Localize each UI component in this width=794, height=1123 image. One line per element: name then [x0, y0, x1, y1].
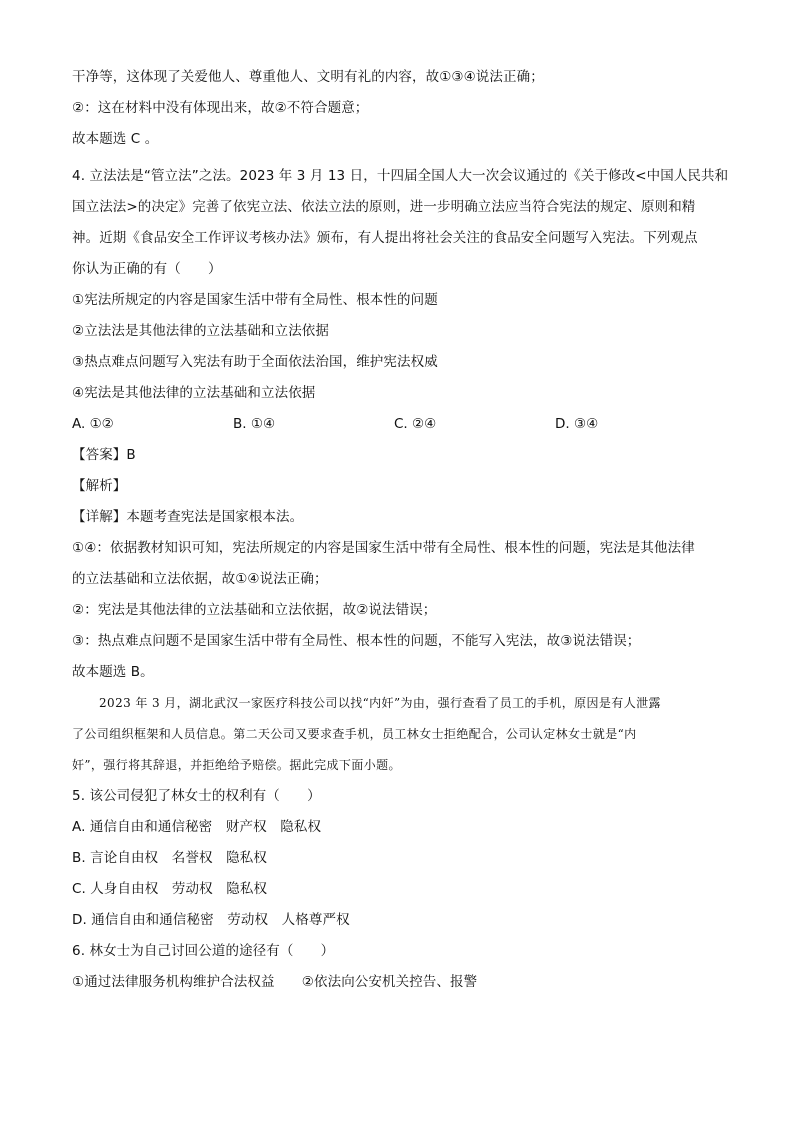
question-4: [72, 161, 729, 688]
explanation-line: 的立法基础和立法依据，故①④说法正确；: [72, 571, 328, 587]
statement-item: ①宪法所规定的内容是国家生活中带有全局性、根本性的问题: [72, 292, 438, 308]
material-passage: [72, 688, 722, 781]
question-6: [72, 936, 722, 998]
question-stem-line: 国立法法>的决定》完善了依宪立法、依法立法的原则，进一步明确立法应当符合宪法的规定、原则和精: [72, 199, 696, 215]
question-stem-line: 你认为正确的有（ ）: [72, 261, 222, 277]
analysis-label: 【解析】: [72, 478, 127, 494]
explanation-line: 故本题选 B。: [72, 664, 154, 680]
answer-options: [72, 409, 722, 440]
material-line: 奸”，强行将其辞退，并拒绝给予赔偿。据此完成下面小题。: [72, 758, 401, 772]
option-a: A. 通信自由和通信秘密 财产权 隐私权: [72, 819, 322, 835]
text-line: 干净等，这体现了关爱他人、尊重他人、文明有礼的内容，故①③④说法正确；: [72, 69, 544, 85]
explanation-line: ③：热点难点问题不是国家生活中带有全局性、根本性的问题，不能写入宪法，故③说法错误；: [72, 633, 641, 649]
question-stem-line: 4. 立法法是“管立法”之法。2023 年 3 月 13 日，十四届全国人大一次会议通过的《关于修改<中国人民共和: [72, 168, 729, 184]
question-5: [72, 781, 722, 936]
explanation-line: ②：宪法是其他法律的立法基础和立法依据，故②说法错误；: [72, 602, 437, 618]
explanation-line: ①④：依据教材知识可知，宪法所规定的内容是国家生活中带有全局性、根本性的问题，宪法是其他法律: [72, 540, 695, 556]
material-line: 了公司组织框架和人员信息。第二天公司又要求查手机，员工林女士拒绝配合，公司认定林女士就是“内: [72, 727, 637, 741]
question-stem-line: 神。近期《食品安全工作评议考核办法》颁布，有人提出将社会关注的食品安全问题写入宪法。下列观点: [72, 230, 698, 246]
option-b: B. ①④: [233, 416, 276, 432]
question-stem: 5. 该公司侵犯了林女士的权利有（ ）: [72, 788, 321, 804]
option-a: A. ①②: [72, 416, 114, 432]
question-stem: 6. 林女士为自己讨回公道的途径有（ ）: [72, 943, 335, 959]
option-c: C. ②④: [394, 416, 437, 432]
statement-items: ①通过法律服务机构维护合法权益 ②依法向公安机关控告、报警: [72, 974, 478, 990]
material-line: 2023 年 3 月，湖北武汉一家医疗科技公司以找“内奸”为由，强行查看了员工的手机，原因是有人泄露: [99, 696, 661, 710]
document-page: [72, 62, 729, 998]
statement-item: ②立法法是其他法律的立法基础和立法依据: [72, 323, 330, 339]
statement-item: ④宪法是其他法律的立法基础和立法依据: [72, 385, 316, 401]
text-line: 故本题选 C 。: [72, 131, 159, 147]
detail-line: 【详解】本题考查宪法是国家根本法。: [72, 509, 304, 525]
option-d: D. ③④: [555, 416, 599, 432]
answer-label: 【答案】B: [72, 447, 136, 463]
statement-item: ③热点难点问题写入宪法有助于全面依法治国，维护宪法权威: [72, 354, 438, 370]
text-line: ②：这在材料中没有体现出来，故②不符合题意；: [72, 100, 369, 116]
option-b: B. 言论自由权 名誉权 隐私权: [72, 850, 267, 866]
previous-answer-block: [72, 62, 722, 155]
option-c: C. 人身自由权 劳动权 隐私权: [72, 881, 268, 897]
option-d: D. 通信自由和通信秘密 劳动权 人格尊严权: [72, 912, 350, 928]
